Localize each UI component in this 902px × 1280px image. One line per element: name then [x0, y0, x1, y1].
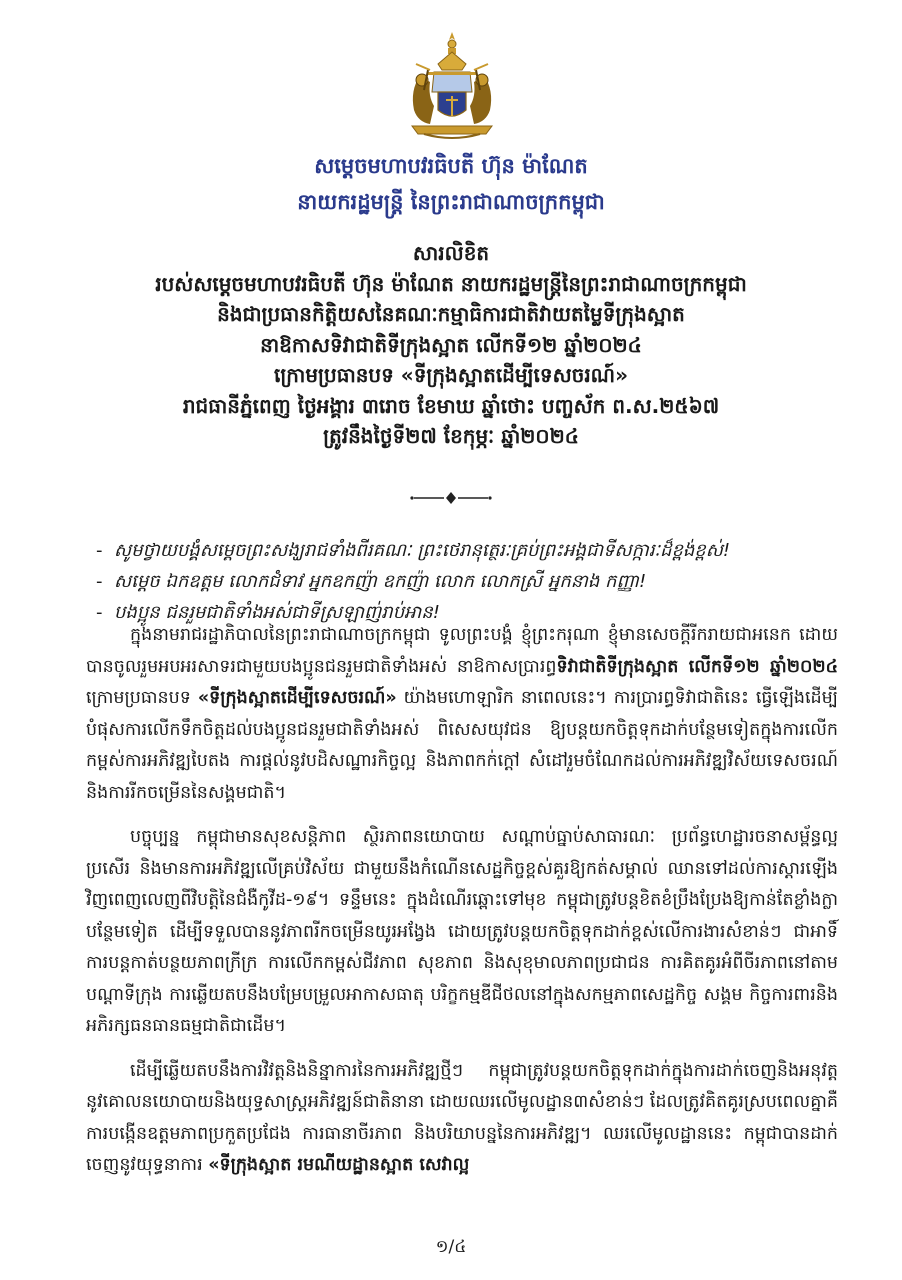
message-heading — [60, 238, 842, 452]
body-text: យ៉ាងមហោឡារិក នាពេលនេះ។ ការប្រារព្ធទិវាជាតិនេះ ធ្វើឡើងដើម្បីបំផុសការលើកទឹកចិត្តដល់បងប្អូនជនរួមជាតិទាំងអស់ ពិសេសយុវជន ឱ្យបន្តយកចិត្តទុកដាក់បន្ថែមទៀតក្នុងការលើកកម្ពស់ការអភិវឌ្ឍបៃតង ការផ្ដល់នូវបដិសណ្ឋារកិច្ចល្អ និងភាពកក់ក្ដៅ សំដៅរួមចំណែកដល់ការអភិវឌ្ឍវិស័យទេសចរណ៍និងការរីកចម្រើននៃសង្គមជាតិ។ — [86, 688, 838, 803]
heading-line: ក្រោមប្រធានបទ «ទីក្រុងស្អាតដើម្បីទេសចរណ៍» — [274, 363, 628, 387]
event-name-bold: ទិវាជាតិទីក្រុងស្អាត លើកទី១២ ឆ្នាំ២០២៤ — [556, 656, 838, 677]
sender-title: នាយករដ្ឋមន្ត្រី នៃព្រះរាជាណាចក្រកម្ពុជា — [297, 190, 605, 214]
ornamental-divider-icon — [410, 491, 492, 505]
campaign-name-bold: «ទីក្រុងស្អាត រមណីយដ្ឋានស្អាត សេវាល្អ — [208, 1155, 470, 1175]
theme-bold: «ទីក្រុងស្អាតដើម្បីទេសចរណ៍» — [197, 688, 397, 708]
heading-line: នាឱកាសទិវាជាតិទីក្រុងស្អាត លើកទី១២ ឆ្នាំ២០២៤ — [260, 332, 642, 357]
salutation-item: - បងប្អូន ជនរួមជាតិទាំងអស់ជាទីស្រឡាញ់រាប់អាន! — [118, 597, 842, 628]
salutation-item: - សម្ដេច ឯកឧត្ដម លោកជំទាវ អ្នកឧកញ៉ា ឧកញ៉ា លោក លោកស្រី អ្នកនាង កញ្ញា! — [118, 566, 842, 597]
salutation-item: - សូមថ្វាយបង្គំសម្ដេចព្រះសង្ឃរាជទាំងពីរគណៈ ព្រះថេរានុត្ថេរៈគ្រប់ព្រះអង្គជាទីសក្ការៈដ៏ខ្ពង់ខ្ពស់! — [118, 535, 842, 566]
body-text: ដើម្បីឆ្លើយតបនឹងការវិវត្តនិងនិន្នាការនៃការអភិវឌ្ឍថ្មីៗ កម្ពុជាត្រូវបន្តយកចិត្តទុកដាក់ក្នុងការដាក់ចេញនិងអនុវត្តនូវគោលនយោបាយនិងយុទ្ធសាស្ត្រអភិវឌ្ឍន៍ជាតិនានា ដោយឈរលើមូលដ្ឋាន៣សំខាន់ៗ ដែលត្រូវគិតគូរស្របពេលគ្នាគឺ ការបង្កើនឧត្តមភាពប្រកួតប្រជែង ការធានាចីរភាព និងបរិយាបន្ននៃការអភិវឌ្ឍ។ ឈរលើមូលដ្ឋាននេះ កម្ពុជាបានដាក់ចេញនូវយុទ្ធនាការ — [86, 1060, 838, 1175]
body-text: ក្រោមប្រធានបទ — [86, 688, 198, 708]
heading-line: សារលិខិត — [412, 241, 490, 265]
body-paragraph — [86, 620, 838, 809]
royal-coat-of-arms-emblem — [398, 30, 506, 142]
page-number: ១/៤ — [435, 1237, 467, 1257]
sender-name: សម្ដេចមហាបវរធិបតី ហ៊ុន ម៉ាណែត — [314, 154, 588, 178]
body-text: ក្នុងនាមរាជរដ្ឋាភិបាលនៃព្រះរាជាណាចក្រកម្ពុជា ទូលព្រះបង្គំ ខ្ញុំព្រះករុណា ខ្ញុំមានសេចក្ដីរីករាយជាអនេក ដោយបានចូលរួមអបអរសាទរជាមួយបងប្អូនជនរួមជាតិទាំងអស់ នាឱកាសប្រារព្ធ — [86, 625, 838, 677]
heading-line: របស់សម្ដេចមហាបវរធិបតី ហ៊ុន ម៉ាណែត នាយករដ្ឋមន្ត្រីនៃព្រះរាជាណាចក្រកម្ពុជា — [155, 271, 747, 296]
message-body — [86, 620, 838, 1195]
body-paragraph — [86, 1056, 838, 1182]
body-paragraph: បច្ចុប្បន្ន កម្ពុជាមានសុខសន្តិភាព ស្ថិរភាពនយោបាយ សណ្ដាប់ធ្នាប់សាធារណៈ ប្រព័ន្ធហេដ្ឋារចនាសម្ព័ន្ធល្អប្រសើរ និងមានការអភិវឌ្ឍលើគ្រប់វិស័យ ជាមួយនឹងកំណើនសេដ្ឋកិច្ចខ្ពស់គួរឱ្យកត់សម្គាល់ ឈានទៅដល់ការស្ដារឡើងវិញពេញលេញពីវិបត្តិនៃជំងឺកូវីដ-១៩។ ទន្ទឹមនេះ ក្នុងដំណើរឆ្ពោះទៅមុខ កម្ពុជាត្រូវបន្តខិតខំប្រឹងប្រែងឱ្យកាន់តែខ្លាំងក្លាបន្ថែមទៀត ដើម្បីទទួលបាននូវភាពរីកចម្រើនយូរអង្វែង ដោយត្រូវបន្តយកចិត្តទុកដាក់ខ្ពស់លើការងារសំខាន់ៗ ជាអាទិ៍ការបន្តកាត់បន្ថយភាពក្រីក្រ ការលើកកម្ពស់ជីវភាព សុខភាព និងសុខុមាលភាពប្រជាជន ការគិតគូរអំពីចីរភាពនៅតាមបណ្ដាទីក្រុង ការឆ្លើយតបនឹងបម្រែបម្រួលអាកាសធាតុ បរិក្ខកម្មឌីជីថលនៅក្នុងសកម្មភាពសេដ្ឋកិច្ច សង្គម កិច្ចការពារនិងអភិរក្សធនធានធម្មជាតិជាដើម។ — [86, 827, 838, 1036]
heading-line: ត្រូវនឹងថ្ងៃទី២៧ ខែកុម្ភៈ ឆ្នាំ២០២៤ — [323, 424, 579, 448]
salutations-list — [114, 535, 842, 628]
heading-line: រាជធានីភ្នំពេញ ថ្ងៃអង្គារ ៣រោច ខែមាឃ ឆ្នាំថោះ បញ្ចស័ក ព.ស.២៥៦៧ — [182, 393, 720, 418]
heading-line: និងជាប្រធានកិត្តិយសនៃគណៈកម្មាធិការជាតិវាយតម្លៃទីក្រុងស្អាត — [217, 302, 685, 326]
